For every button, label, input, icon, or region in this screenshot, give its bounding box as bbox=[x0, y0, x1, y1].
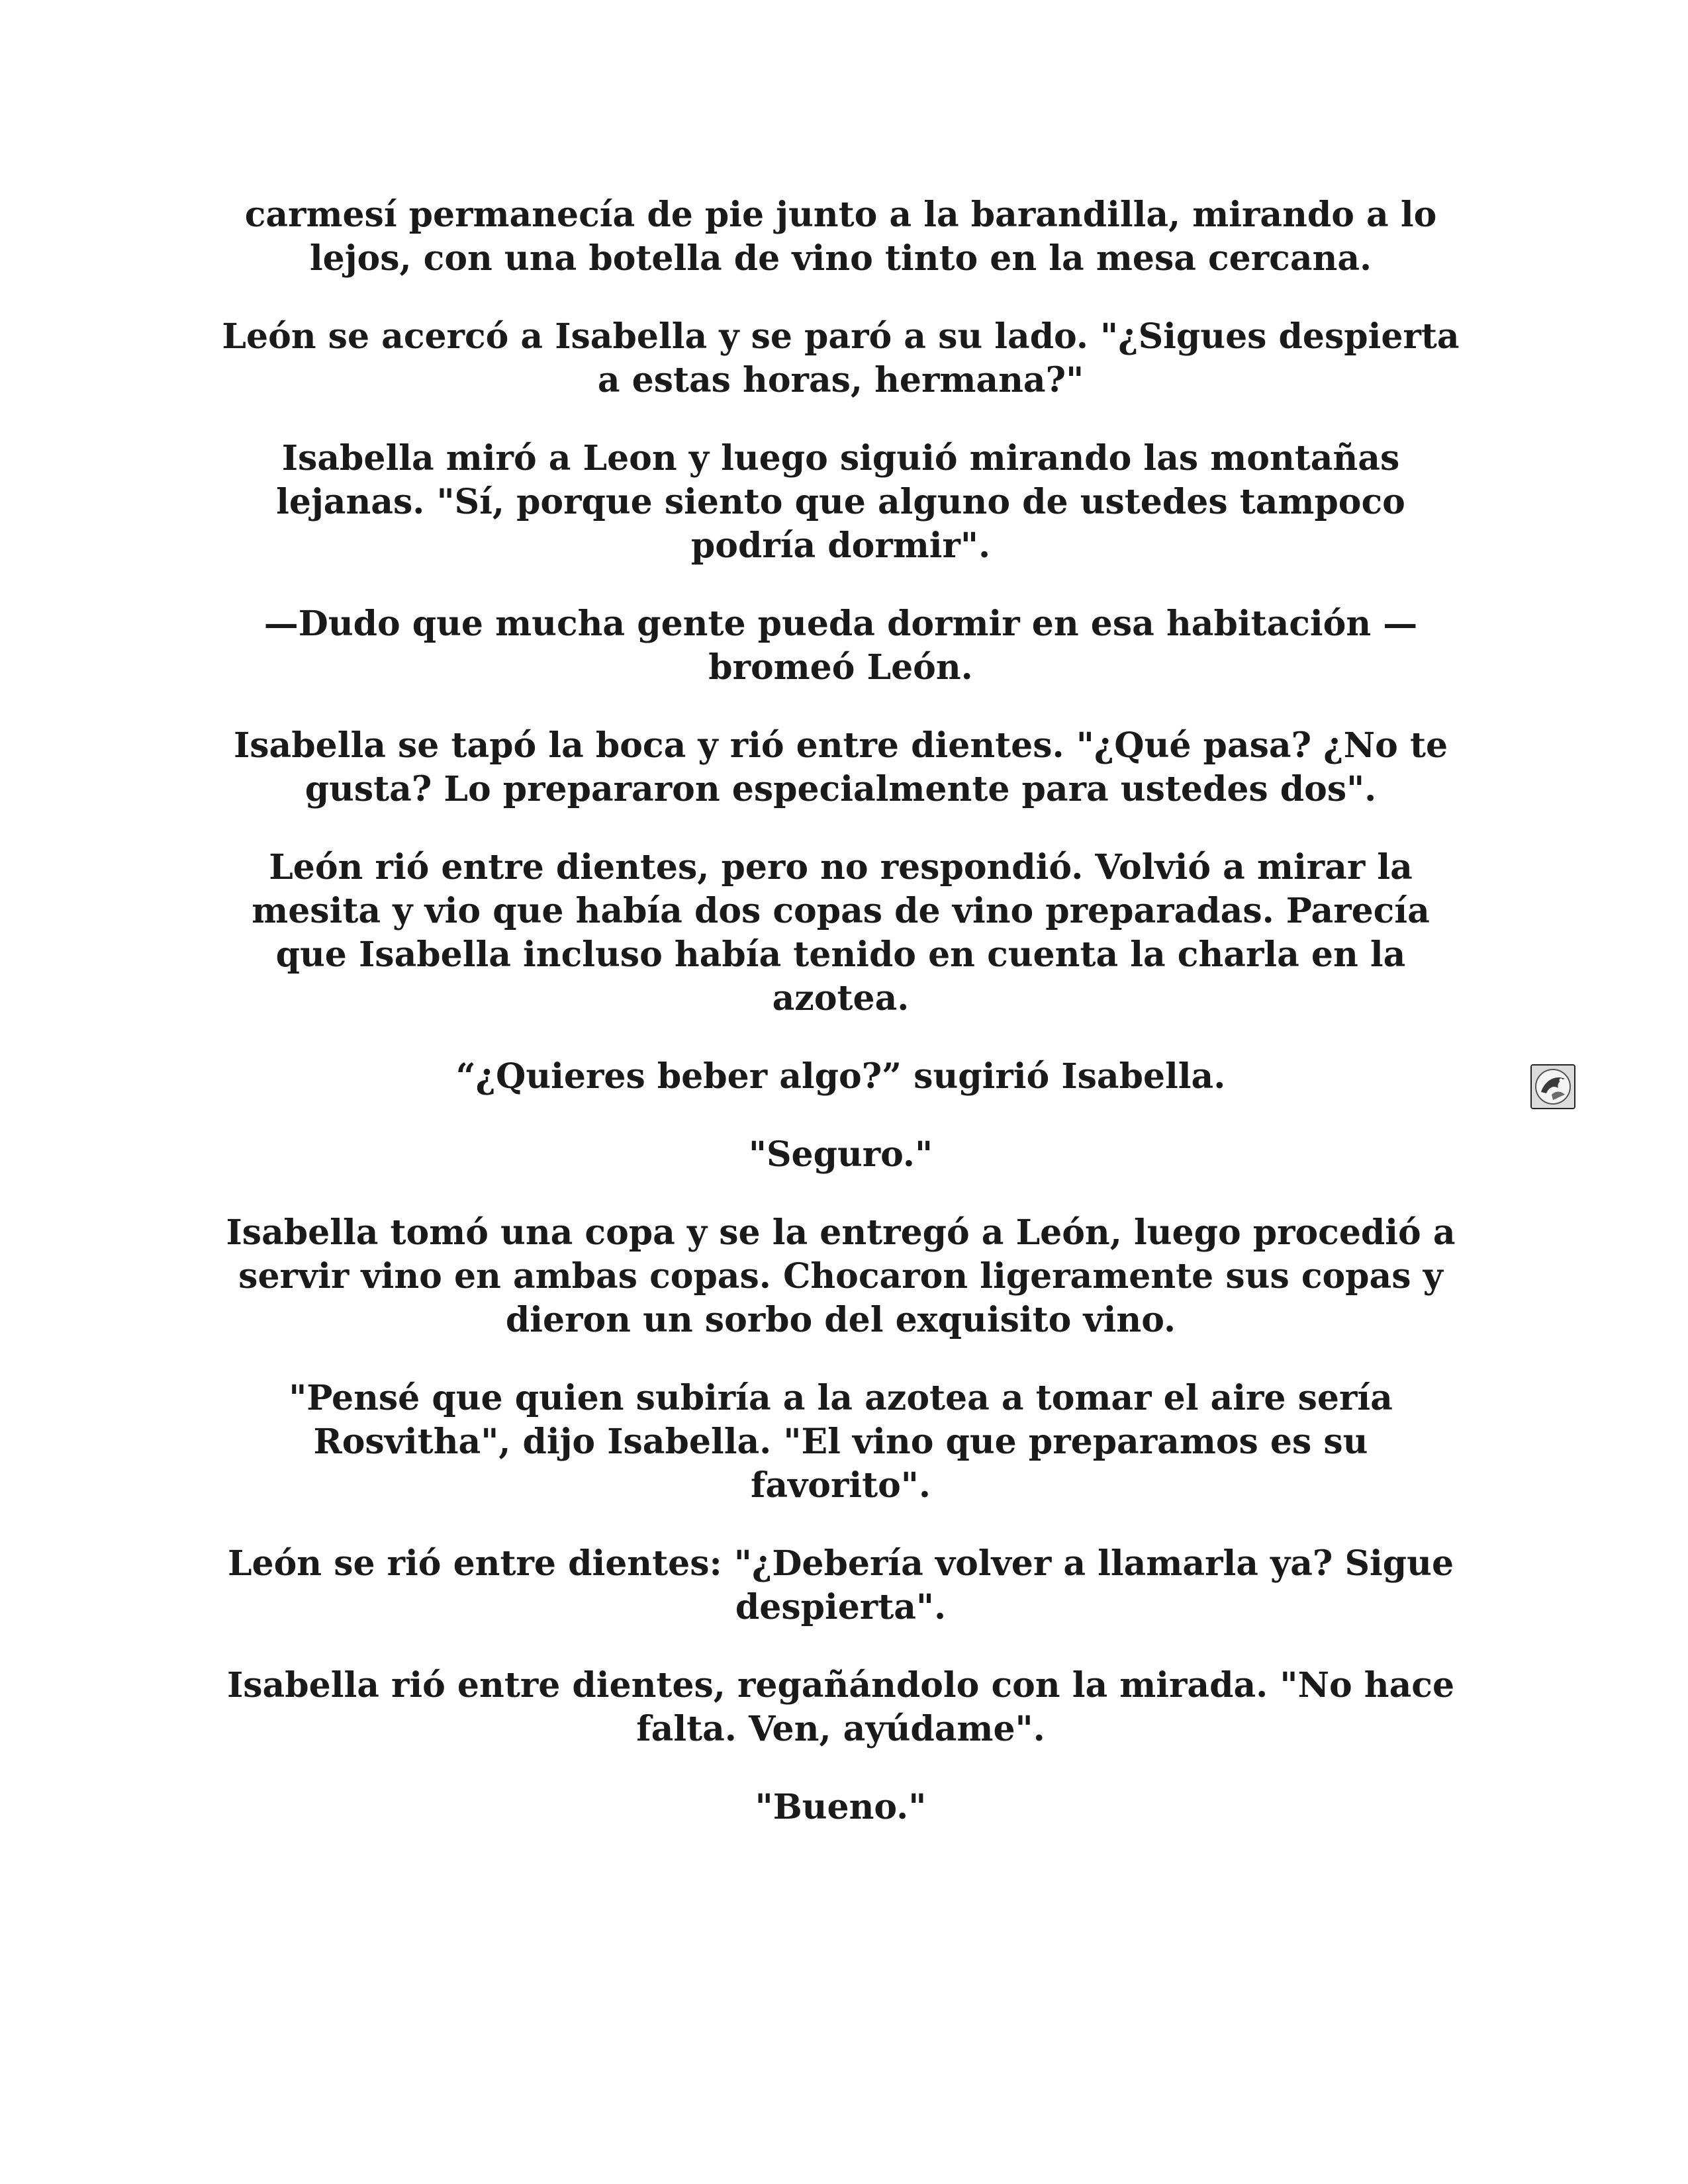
dragon-emblem-icon[interactable] bbox=[1530, 1064, 1575, 1109]
paragraph-7: “¿Quieres beber algo?” sugirió Isabella. bbox=[455, 1056, 1226, 1097]
paragraph-9: Isabella tomó una copa y se la entregó a León, luego procedió a servir vino en ambas copas. Chocaron ligeramente sus copas y dieron un sorbo del exquisito vino. bbox=[226, 1212, 1456, 1340]
paragraph-4: —Dudo que mucha gente pueda dormir en esa habitación —bromeó León. bbox=[263, 604, 1418, 688]
paragraph-8: "Seguro." bbox=[748, 1134, 933, 1175]
paragraph-6: León rió entre dientes, pero no respondió. Volvió a mirar la mesita y vio que había dos copas de vino preparadas. Parecía que Isabella incluso había tenido en cuenta la charla en la azotea. bbox=[252, 847, 1430, 1019]
paragraph-1: carmesí permanecía de pie junto a la barandilla, mirando a lo lejos, con una botella de vino tinto en la mesa cercana. bbox=[244, 195, 1437, 279]
paragraph-3: Isabella miró a Leon y luego siguió mirando las montañas lejanas. "Sí, porque siento que alguno de ustedes tampoco podría dormir". bbox=[276, 438, 1405, 566]
story-text bbox=[218, 193, 1463, 1864]
paragraph-12: Isabella rió entre dientes, regañándolo con la mirada. "No hace falta. Ven, ayúdame". bbox=[226, 1665, 1455, 1749]
paragraph-10: "Pensé que quien subiría a la azotea a tomar el aire sería Rosvitha", dijo Isabella. "El vino que preparamos es su favorito". bbox=[289, 1378, 1393, 1506]
paragraph-13: "Bueno." bbox=[755, 1787, 927, 1827]
paragraph-5: Isabella se tapó la boca y rió entre dientes. "¿Qué pasa? ¿No te gusta? Lo prepararon especialmente para ustedes dos". bbox=[233, 725, 1448, 809]
paragraph-2: León se acercó a Isabella y se paró a su lado. "¿Sigues despierta a estas horas, hermana?" bbox=[222, 316, 1460, 400]
paragraph-11: León se rió entre dientes: "¿Debería volver a llamarla ya? Sigue despierta". bbox=[227, 1543, 1454, 1627]
